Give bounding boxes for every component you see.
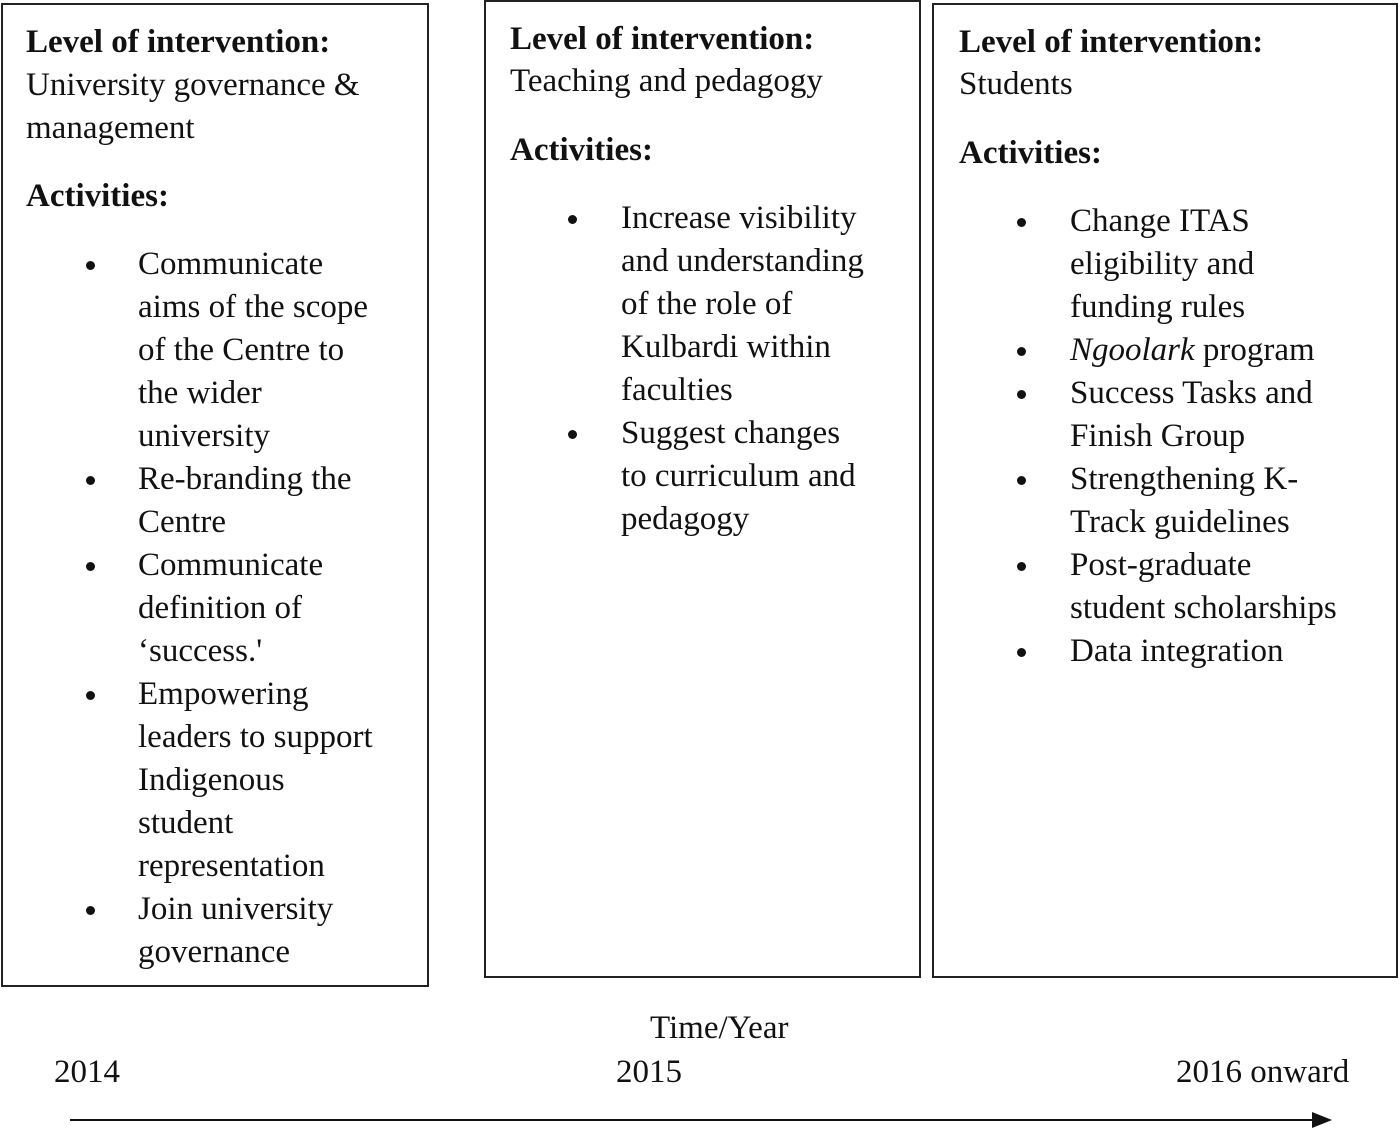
timeline-year-2015: 2015 xyxy=(616,1054,682,1090)
activity-line: Communicate xyxy=(138,547,324,583)
activity-line: Kulbardi within xyxy=(621,329,831,365)
level-value-line: management xyxy=(26,110,195,146)
activity-line: Communicate xyxy=(138,246,324,282)
activity-line: leaders to support xyxy=(138,719,373,755)
activity-line: Empowering xyxy=(138,676,309,712)
activity-line: to curriculum and xyxy=(621,458,856,494)
timeline-year-2016-onward: 2016 onward xyxy=(1176,1054,1350,1090)
activity-line: Suggest changes xyxy=(621,415,841,451)
program-suffix: program xyxy=(1194,332,1315,368)
timeline-axis-label: Time/Year xyxy=(650,1010,789,1046)
activity-line: Increase visibility xyxy=(621,200,857,236)
activity-line: of the Centre to xyxy=(138,332,345,368)
activity-line: Data integration xyxy=(1070,633,1284,669)
activity-line: eligibility and xyxy=(1070,246,1255,282)
activity-line: Centre xyxy=(138,504,226,540)
activity-line: pedagogy xyxy=(621,501,750,537)
activity-line: Change ITAS xyxy=(1070,203,1250,239)
activity-line: of the role of xyxy=(621,286,793,322)
level-value-line: University governance & xyxy=(26,67,360,103)
activity-line: university xyxy=(138,418,270,454)
activity-line: the wider xyxy=(138,375,262,411)
activity-line: aims of the scope xyxy=(138,289,369,325)
level-heading: Level of intervention: xyxy=(959,24,1264,60)
activity-line: student xyxy=(138,805,234,841)
activity-line: definition of xyxy=(138,590,303,626)
activity-line: Finish Group xyxy=(1070,418,1246,454)
level-heading: Level of intervention: xyxy=(26,24,331,60)
activity-line: faculties xyxy=(621,372,733,408)
activities-heading: Activities: xyxy=(959,135,1102,171)
level-value-line: Students xyxy=(959,66,1073,102)
activity-line: Indigenous xyxy=(138,762,285,798)
activity-line: and understanding xyxy=(621,243,864,279)
activity-line: Join university xyxy=(138,891,334,927)
activity-line: ‘success.' xyxy=(138,633,263,669)
timeline-year-2014: 2014 xyxy=(54,1054,120,1090)
activities-heading: Activities: xyxy=(510,132,653,168)
level-value-line: Teaching and pedagogy xyxy=(510,63,823,99)
activity-line: Track guidelines xyxy=(1070,504,1290,540)
activity-line: funding rules xyxy=(1070,289,1246,325)
activity-line: Strengthening K- xyxy=(1070,461,1299,497)
program-name: Ngoolark xyxy=(1070,332,1195,368)
activities-heading: Activities: xyxy=(26,178,169,214)
timeline-arrowhead-icon xyxy=(1312,1112,1332,1128)
activity-line: representation xyxy=(138,848,325,884)
activity-line: student scholarships xyxy=(1070,590,1337,626)
activity-line: governance xyxy=(138,934,291,970)
activity-line: Re-branding the xyxy=(138,461,352,497)
activity-line: Success Tasks and xyxy=(1070,375,1313,411)
activity-line: Post-graduate xyxy=(1070,547,1252,583)
level-heading: Level of intervention: xyxy=(510,21,815,57)
